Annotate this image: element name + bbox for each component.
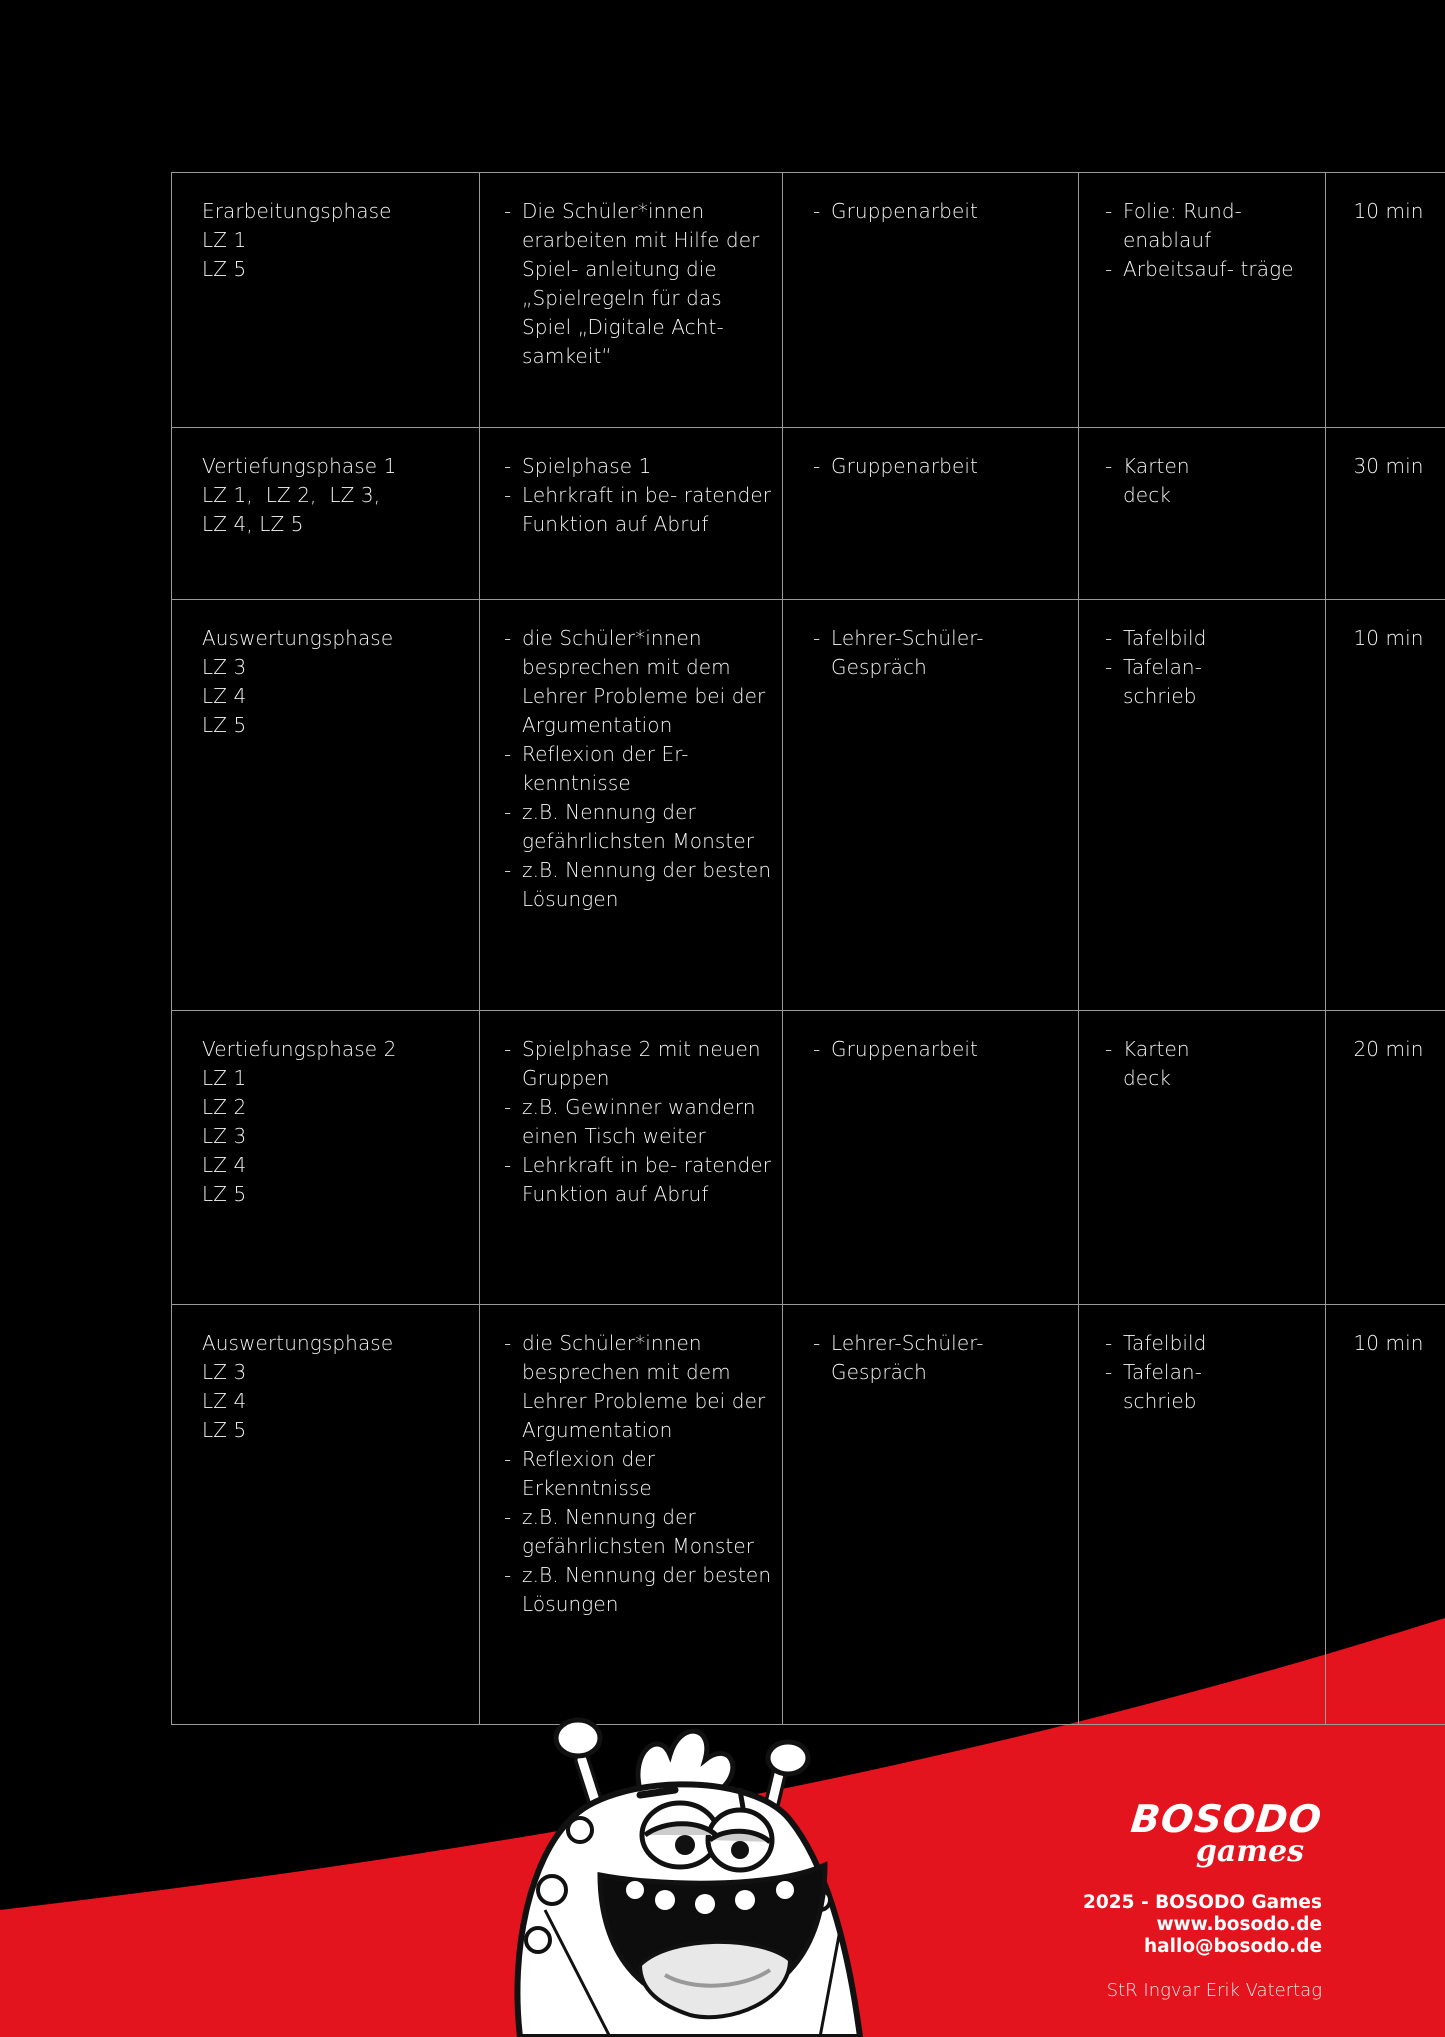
learning-goal: LZ 3 [202, 655, 247, 679]
table-row [172, 428, 1445, 600]
content-item: - die Schüler*innen besprechen mit dem Lehrer Probleme bei der Argumentation [504, 624, 772, 740]
learning-goal: LZ 3 [202, 1124, 247, 1148]
phase-cell [172, 600, 480, 1011]
logo-wordmark-bottom: games [1195, 1834, 1304, 1869]
copyright-text: 2025 - BOSODO Games [1083, 1892, 1322, 1913]
content-item: - Spielphase 1 [504, 452, 772, 481]
learning-goal: LZ 5 [202, 1418, 247, 1442]
content-item: - Die Schüler*innen erarbeiten mit Hilfe der Spiel- anleitung die „Spielregeln für das Spiel „Digitale Acht- samkeit“ [504, 197, 772, 371]
phase-title: Vertiefungsphase 2 [202, 1037, 397, 1061]
content-item: - die Schüler*innen besprechen mit dem Lehrer Probleme bei der Argumentation [504, 1329, 772, 1445]
learning-goal: LZ 4, LZ 5 [202, 512, 304, 536]
time-cell: 10 min [1326, 600, 1445, 1011]
media-item: - Karten deck [1105, 1035, 1203, 1093]
media-item: - Folie: Rund- enablauf [1105, 197, 1313, 255]
phase-cell [172, 1305, 480, 1725]
learning-goal: LZ 1 [202, 1066, 247, 1090]
content-cell [480, 173, 783, 428]
author-name: StR Ingvar Erik Vatertag [1106, 1980, 1322, 2001]
learning-goal: LZ 5 [202, 713, 247, 737]
social-form-cell [783, 1305, 1079, 1725]
content-item: - Lehrkraft in be- ratender Funktion auf Abruf [504, 1151, 772, 1209]
website-link[interactable]: www.bosodo.de [1156, 1914, 1322, 1935]
phase-cell [172, 1011, 480, 1305]
content-item: - z.B. Gewinner wandern einen Tisch weiter [504, 1093, 772, 1151]
learning-goal: LZ 1 [202, 228, 247, 252]
media-item: - Tafelan- schrieb [1105, 1358, 1223, 1416]
social-form-cell [783, 173, 1079, 428]
table-row [172, 600, 1445, 1011]
content-item: - Reflexion der Erkenntnisse [504, 1445, 772, 1503]
time-cell: 30 min [1326, 428, 1445, 600]
social-form-cell [783, 600, 1079, 1011]
learning-goal: LZ 4 [202, 684, 247, 708]
content-item: - Reflexion der Er- kenntnisse [504, 740, 772, 798]
time-cell: 10 min [1326, 1305, 1445, 1725]
logo-wordmark-top: BOSODO [1128, 1797, 1325, 1841]
media-cell [1079, 1305, 1326, 1725]
media-item: - Tafelbild [1105, 1329, 1313, 1358]
learning-goal: LZ 4 [202, 1389, 247, 1413]
social-form-item: - Lehrer-Schüler- Gespräch [813, 624, 1001, 682]
social-form-item: - Gruppenarbeit [813, 452, 1066, 481]
learning-goal: LZ 5 [202, 1182, 247, 1206]
media-cell [1079, 173, 1326, 428]
content-item: - z.B. Nennung der gefährlichsten Monster [504, 798, 772, 856]
media-cell [1079, 1011, 1326, 1305]
time-cell: 20 min [1326, 1011, 1445, 1305]
learning-goal: LZ 1, LZ 2, LZ 3, [202, 483, 381, 507]
media-item: - Arbeitsauf- träge [1105, 255, 1313, 284]
media-item: - Tafelan- schrieb [1105, 653, 1223, 711]
media-cell [1079, 428, 1326, 600]
learning-goal: LZ 4 [202, 1153, 247, 1177]
content-cell [480, 428, 783, 600]
phase-cell [172, 173, 480, 428]
content-cell [480, 1305, 783, 1725]
content-item: - Spielphase 2 mit neuen Gruppen [504, 1035, 772, 1093]
content-cell [480, 1011, 783, 1305]
learning-goal: LZ 3 [202, 1360, 247, 1384]
learning-goal: LZ 2 [202, 1095, 247, 1119]
social-form-item: - Gruppenarbeit [813, 1035, 1066, 1064]
monster-mascot-icon [490, 1700, 890, 2037]
social-form-cell [783, 428, 1079, 600]
table-row [172, 1011, 1445, 1305]
phase-title: Vertiefungsphase 1 [202, 454, 397, 478]
media-item: - Tafelbild [1105, 624, 1313, 653]
social-form-item: - Lehrer-Schüler- Gespräch [813, 1329, 1001, 1387]
content-item: - z.B. Nennung der besten Lösungen [504, 1561, 772, 1619]
phase-title: Auswertungsphase [202, 1331, 394, 1355]
time-cell: 10 min [1326, 173, 1445, 428]
media-cell [1079, 600, 1326, 1011]
table-row [172, 173, 1445, 428]
lesson-plan-table [171, 172, 1445, 1725]
social-form-item: - Gruppenarbeit [813, 197, 1066, 226]
content-item: - Lehrkraft in be- ratender Funktion auf Abruf [504, 481, 772, 539]
phase-cell [172, 428, 480, 600]
media-item: - Karten deck [1105, 452, 1203, 510]
table-row [172, 1305, 1445, 1725]
learning-goal: LZ 5 [202, 257, 247, 281]
social-form-cell [783, 1011, 1079, 1305]
content-item: - z.B. Nennung der gefährlichsten Monster [504, 1503, 772, 1561]
brand-footer [1083, 1797, 1325, 2002]
phase-title: Auswertungsphase [202, 626, 394, 650]
bosodo-games-logo [1083, 1797, 1325, 1869]
content-cell [480, 600, 783, 1011]
email-link[interactable]: hallo@bosodo.de [1144, 1936, 1322, 1957]
phase-title: Erarbeitungsphase [202, 199, 392, 223]
content-item: - z.B. Nennung der besten Lösungen [504, 856, 772, 914]
brand-contact [1083, 1892, 1322, 1958]
